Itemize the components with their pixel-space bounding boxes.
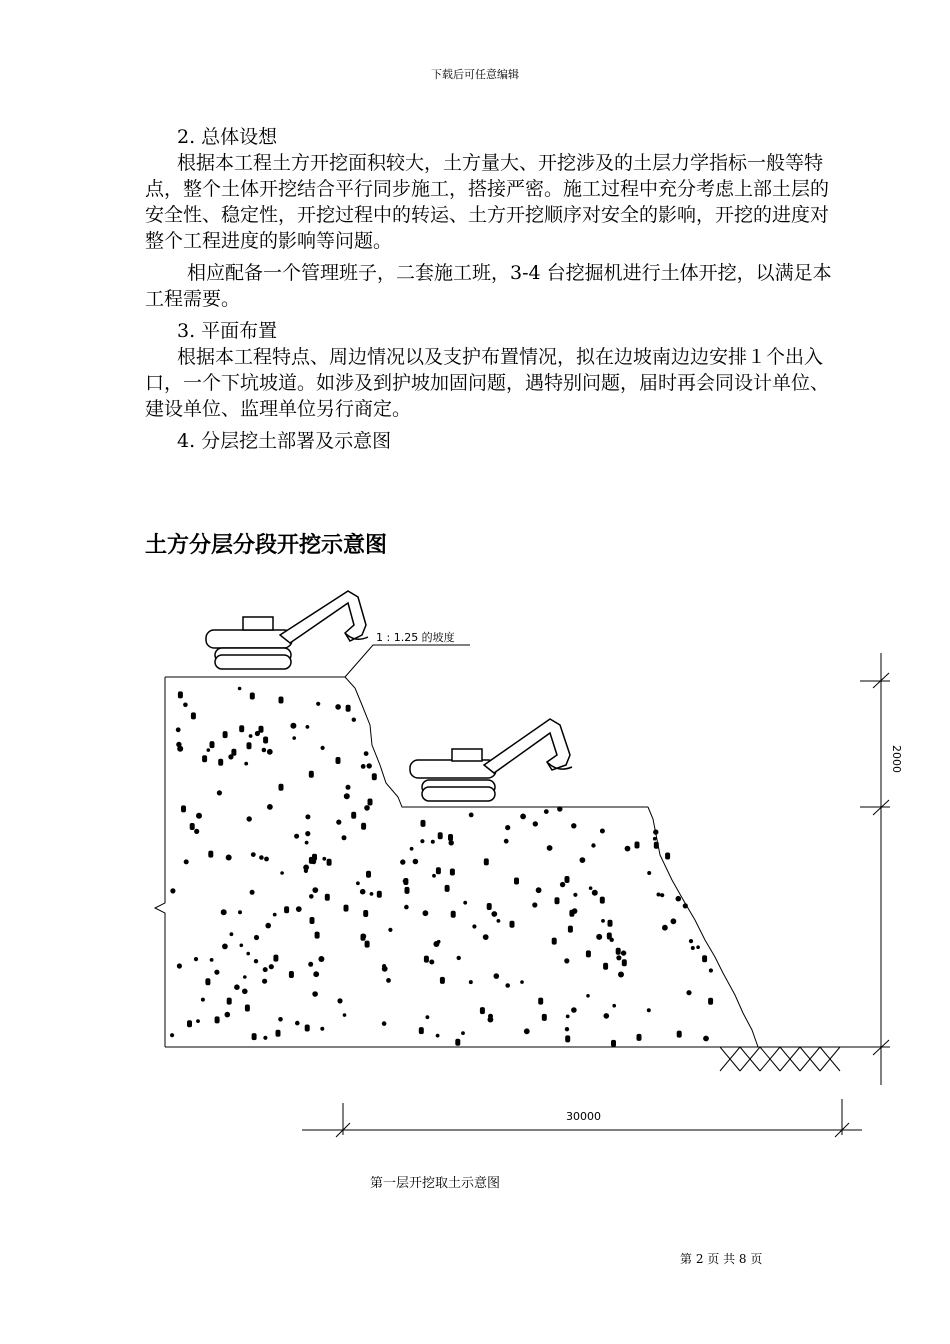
- soil-dot: [194, 829, 199, 834]
- soil-dot: [510, 921, 515, 928]
- soil-dot: [201, 998, 205, 1002]
- soil-dot: [315, 932, 320, 939]
- soil-dot: [472, 924, 476, 928]
- soil-dot: [611, 1040, 616, 1047]
- soil-dot: [603, 963, 608, 970]
- soil-dot: [405, 887, 410, 894]
- soil-dot: [616, 955, 621, 960]
- soil-dot: [337, 998, 342, 1003]
- soil-dot: [691, 946, 695, 950]
- soil-dot: [202, 755, 207, 762]
- soil-dot: [344, 793, 350, 799]
- soil-dot: [305, 1025, 310, 1032]
- soil-dot: [223, 731, 228, 738]
- soil-dot: [325, 894, 330, 901]
- soil-dot: [310, 917, 315, 924]
- soil-dot: [703, 1036, 709, 1042]
- soil-dot: [177, 963, 182, 968]
- soil-dot: [483, 934, 489, 940]
- soil-dot: [488, 1014, 493, 1019]
- soil-dot: [263, 737, 268, 744]
- soil-dot: [205, 978, 210, 985]
- soil-dot: [437, 940, 441, 944]
- soil-dot: [566, 1015, 570, 1019]
- soil-dot: [657, 893, 661, 897]
- soil-dot: [696, 945, 700, 949]
- soil-dot: [382, 966, 388, 972]
- soil-dot: [423, 910, 429, 916]
- excavation-diagram: [140, 585, 903, 1145]
- soil-dot: [403, 878, 408, 885]
- soil-dot: [295, 1021, 300, 1026]
- soil-dot: [278, 1017, 283, 1022]
- soil-dot: [491, 911, 497, 917]
- soil-dot: [251, 852, 256, 857]
- slope-leader-line: [345, 645, 470, 677]
- soil-dot: [455, 1039, 460, 1046]
- soil-dot: [267, 804, 273, 810]
- soil-dot: [461, 1031, 465, 1035]
- soil-dot: [215, 1016, 220, 1023]
- soil-dot: [247, 816, 252, 821]
- soil-dot: [450, 869, 455, 876]
- soil-dot: [264, 857, 269, 862]
- soil-dot: [555, 897, 560, 904]
- soil-dot: [312, 887, 318, 893]
- soil-dot: [533, 821, 538, 826]
- soil-dot: [263, 1036, 267, 1040]
- soil-dot: [364, 805, 370, 811]
- soil-dot: [568, 926, 573, 933]
- soil-dot: [296, 906, 302, 912]
- soil-dot: [440, 977, 445, 984]
- soil-dot: [538, 998, 543, 1005]
- soil-dot: [480, 1007, 485, 1014]
- ground-surface-line: [165, 677, 648, 807]
- excavator-middle: [410, 719, 572, 801]
- soil-dot: [207, 748, 211, 752]
- soil-dot: [210, 741, 215, 748]
- soil-dot: [360, 889, 366, 895]
- soil-dot: [564, 958, 569, 963]
- soil-dot: [214, 970, 219, 975]
- soil-dot: [346, 785, 351, 790]
- soil-dot: [327, 859, 332, 866]
- excavator-upper: [206, 591, 368, 669]
- soil-dot: [635, 842, 640, 849]
- soil-dot: [469, 980, 473, 984]
- soil-dot: [547, 845, 553, 851]
- soil-dot: [309, 857, 314, 864]
- soil-dot: [309, 894, 314, 899]
- excavation-diagram-svg: [140, 585, 903, 1145]
- soil-dot: [610, 938, 614, 942]
- soil-dot: [322, 857, 326, 861]
- soil-dot: [191, 712, 196, 719]
- soil-dot: [372, 773, 377, 780]
- page-header: 下载后可任意编辑: [431, 68, 519, 81]
- soil-dot: [194, 957, 198, 961]
- soil-dot: [431, 840, 435, 844]
- section-2-paragraph-2: 相应配备一个管理班子，二套施工班，3-4 台挖掘机进行土体开挖，以满足本工程需要。: [145, 262, 832, 310]
- soil-dot: [469, 813, 474, 818]
- soil-dot: [662, 925, 668, 931]
- soil-dot: [227, 998, 232, 1005]
- section-4-heading: 4. 分层挖土部署及示意图: [177, 430, 392, 452]
- soil-dot: [565, 876, 570, 883]
- soil-dot: [532, 902, 537, 907]
- soil-dot: [312, 991, 318, 997]
- soil-dot: [429, 960, 434, 965]
- soil-dot: [419, 1027, 424, 1034]
- soil-dot: [421, 820, 426, 827]
- soil-dot: [208, 851, 213, 858]
- soil-dot: [336, 757, 341, 764]
- soil-dot: [244, 762, 248, 766]
- soil-dot: [176, 742, 181, 747]
- soil-dot: [243, 975, 247, 979]
- soil-dot: [196, 1019, 200, 1023]
- soil-dot: [290, 723, 296, 729]
- soil-dot: [181, 805, 186, 812]
- soil-dot: [677, 1031, 682, 1038]
- soil-dot: [571, 1007, 577, 1013]
- soil-dot: [569, 910, 574, 917]
- soil-dot: [436, 867, 441, 874]
- soil-dot: [514, 878, 519, 885]
- soil-dot: [303, 865, 309, 871]
- soil-dot: [306, 725, 310, 729]
- soil-dot: [565, 1035, 570, 1042]
- soil-dot: [520, 814, 526, 820]
- soil-dot: [589, 886, 593, 890]
- section-3-heading: 3. 平面布置: [177, 320, 278, 342]
- soil-dot: [305, 841, 309, 845]
- soil-dot: [608, 920, 613, 927]
- soil-dot: [308, 962, 313, 967]
- soil-dot: [352, 718, 356, 722]
- soil-dot: [259, 726, 264, 733]
- soil-dot: [305, 814, 310, 819]
- soil-dot: [536, 887, 542, 893]
- left-boundary-line: [155, 677, 165, 1047]
- soil-dot: [252, 1033, 257, 1040]
- soil-dot: [487, 903, 492, 910]
- soil-texture: [170, 687, 713, 1047]
- soil-dot: [410, 847, 414, 851]
- soil-dot: [386, 978, 391, 983]
- soil-dot: [671, 918, 677, 924]
- soil-dot: [265, 923, 271, 929]
- soil-dot: [361, 764, 366, 769]
- soil-dot: [183, 703, 188, 708]
- soil-dot: [400, 859, 405, 864]
- soil-dot: [217, 790, 222, 795]
- soil-dot: [436, 1034, 440, 1038]
- soil-dot: [552, 938, 557, 945]
- soil-dot: [250, 890, 255, 895]
- soil-dot: [592, 890, 598, 896]
- soil-dot: [247, 742, 252, 749]
- soil-dot: [686, 990, 691, 995]
- soil-dot: [600, 897, 605, 904]
- figure-caption: 第一层开挖取土示意图: [369, 1176, 500, 1191]
- soil-dot: [622, 959, 627, 966]
- soil-dot: [565, 1027, 569, 1031]
- soil-dot: [364, 751, 369, 756]
- soil-dot: [269, 964, 274, 969]
- soil-dot: [280, 871, 284, 875]
- soil-dot: [573, 893, 577, 897]
- rock-hatch: [720, 1047, 840, 1071]
- soil-dot: [370, 892, 374, 896]
- soil-dot: [176, 727, 181, 732]
- soil-dot: [586, 950, 591, 957]
- vertical-dimension-label: 2000: [890, 745, 903, 773]
- soil-dot: [497, 919, 501, 923]
- section-2-paragraph-1: 根据本工程土方开挖面积较大，土方量大、开挖涉及的土层力学指标一般等特点，整个土体开挖结合平行同步施工，搭接严密。施工过程中充分考虑上部土层的安全性、稳定性，开挖过程中的转运、土方开挖顺序对安全的影响，开挖的进度对整个工程进度的影响等问题。: [145, 152, 830, 252]
- section-3-paragraph-1: 根据本工程特点、周边情况以及支护布置情况，拟在边坡南边边安排１个出入口，一个下坑坡道。如涉及到护坡加固问题，遇特别问题，届时再会同设计单位、建设单位、监理单位另行商定。: [145, 346, 830, 420]
- soil-dot: [276, 1030, 281, 1037]
- soil-dot: [335, 704, 341, 710]
- soil-dot: [262, 748, 267, 753]
- soil-dot: [505, 825, 510, 830]
- soil-dot: [432, 874, 436, 878]
- soil-dot: [366, 871, 371, 878]
- soil-dot: [361, 934, 366, 941]
- soil-dot: [184, 859, 189, 864]
- soil-dot: [246, 952, 250, 956]
- soil-dot: [542, 1014, 547, 1021]
- soil-dot: [309, 771, 314, 778]
- soil-dot: [377, 891, 382, 898]
- soil-dot: [305, 831, 310, 836]
- soil-dot: [448, 834, 453, 841]
- soil-dot: [420, 839, 424, 843]
- soil-dot: [596, 934, 602, 940]
- soil-dot: [654, 842, 659, 849]
- soil-dot: [239, 725, 244, 732]
- soil-dot: [426, 1015, 430, 1019]
- soil-dot: [660, 893, 664, 897]
- soil-dot: [218, 759, 223, 766]
- soil-dot: [245, 1005, 250, 1012]
- soil-dot: [363, 910, 368, 917]
- soil-dot: [708, 998, 713, 1005]
- soil-dot: [259, 855, 264, 860]
- page-footer: 第 2 页 共 8 页: [680, 1252, 763, 1266]
- figure-title: 土方分层分段开挖示意图: [145, 533, 388, 558]
- soil-dot: [451, 911, 456, 918]
- soil-dot: [249, 734, 253, 738]
- soil-dot: [580, 857, 586, 863]
- soil-dot: [413, 859, 419, 865]
- soil-dot: [524, 1028, 530, 1034]
- soil-dot: [284, 906, 289, 913]
- soil-dot: [457, 956, 461, 960]
- soil-dot: [318, 956, 324, 962]
- soil-dot: [242, 989, 248, 995]
- soil-dot: [222, 944, 228, 950]
- soil-dot: [591, 843, 595, 847]
- soil-dot: [424, 956, 429, 963]
- soil-dot: [250, 693, 255, 700]
- soil-dot: [544, 809, 549, 814]
- soil-dot: [625, 846, 631, 852]
- soil-dot: [190, 823, 195, 830]
- soil-dot: [368, 799, 373, 806]
- soil-dot: [342, 835, 347, 840]
- soil-dot: [676, 896, 682, 902]
- soil-dot: [170, 888, 175, 893]
- soil-dot: [313, 971, 319, 977]
- soil-dot: [600, 829, 605, 834]
- soil-dot: [404, 905, 409, 910]
- soil-dot: [618, 972, 624, 978]
- soil-dot: [653, 837, 657, 841]
- soil-dot: [689, 939, 693, 943]
- soil-dot: [494, 973, 500, 979]
- soil-dot: [320, 1027, 324, 1031]
- soil-dot: [382, 1021, 387, 1026]
- soil-dot: [365, 941, 370, 948]
- soil-dot: [316, 702, 320, 706]
- soil-dot: [571, 823, 576, 828]
- soil-dot: [616, 948, 621, 955]
- soil-dot: [343, 1013, 347, 1017]
- soil-dot: [557, 806, 562, 811]
- soil-dot: [273, 913, 277, 917]
- soil-dot: [263, 967, 268, 972]
- soil-dot: [388, 928, 392, 932]
- soil-dot: [210, 958, 214, 962]
- soil-dot: [621, 950, 626, 955]
- soil-dot: [292, 736, 296, 740]
- soil-dot: [254, 959, 258, 963]
- soil-dot: [367, 763, 372, 768]
- soil-dot: [178, 691, 183, 698]
- soil-dot: [221, 909, 227, 915]
- soil-dot: [445, 885, 450, 892]
- soil-dot: [560, 882, 565, 887]
- soil-dot: [361, 823, 366, 830]
- soil-dot: [601, 919, 605, 923]
- slope-label: 1 : 1.25 的坡度: [376, 631, 455, 644]
- soil-dot: [586, 994, 590, 998]
- soil-dot: [170, 1033, 174, 1037]
- soil-dot: [637, 1034, 642, 1041]
- soil-dot: [351, 812, 356, 819]
- soil-dot: [187, 1020, 192, 1027]
- soil-dot: [321, 746, 325, 750]
- soil-dot: [336, 820, 341, 825]
- body-text: [145, 124, 845, 454]
- soil-dot: [612, 1004, 616, 1008]
- soil-dot: [228, 754, 233, 759]
- soil-dot: [346, 705, 351, 712]
- soil-dot: [240, 944, 244, 948]
- soil-dot: [647, 1008, 651, 1012]
- soil-dot: [604, 1013, 610, 1019]
- soil-dot: [279, 784, 284, 791]
- soil-dot: [273, 955, 278, 962]
- soil-dot: [653, 829, 658, 834]
- soil-dot: [279, 697, 284, 704]
- soil-dot: [344, 905, 349, 912]
- soil-dot: [230, 932, 234, 936]
- soil-dot: [289, 971, 294, 978]
- section-2-heading: 2. 总体设想: [177, 126, 278, 148]
- soil-dot: [665, 853, 670, 860]
- soil-dot: [505, 983, 510, 988]
- soil-dot: [196, 813, 202, 819]
- soil-dot: [356, 881, 360, 885]
- horizontal-dimension-label: 30000: [566, 1110, 601, 1123]
- soil-dot: [709, 968, 713, 972]
- soil-dot: [438, 832, 443, 839]
- soil-dot: [484, 858, 489, 865]
- soil-dot: [267, 749, 273, 755]
- soil-dot: [262, 979, 267, 984]
- soil-dot: [225, 1012, 231, 1018]
- soil-dot: [226, 855, 232, 861]
- soil-dot: [647, 871, 651, 875]
- soil-dot: [254, 935, 259, 940]
- soil-dot: [238, 687, 242, 691]
- soil-dot: [504, 839, 509, 844]
- soil-dot: [234, 984, 240, 990]
- soil-dot: [238, 910, 242, 914]
- soil-dot: [520, 980, 524, 984]
- soil-dot: [683, 903, 688, 908]
- soil-dot: [463, 901, 467, 905]
- soil-dot: [294, 834, 299, 839]
- soil-dot: [702, 955, 707, 962]
